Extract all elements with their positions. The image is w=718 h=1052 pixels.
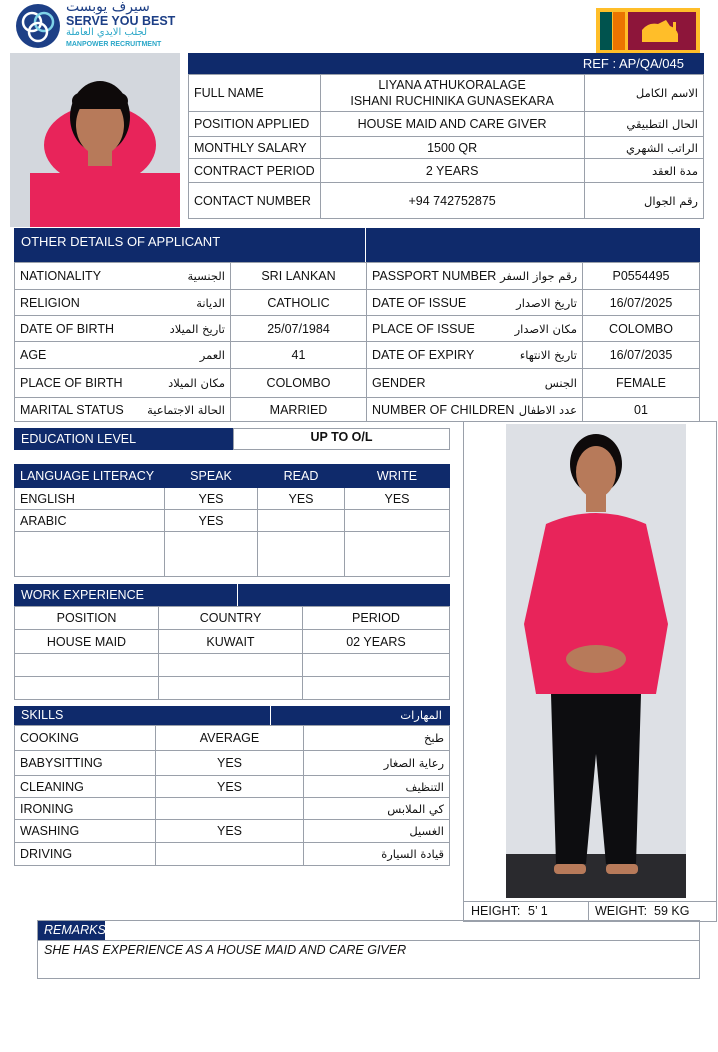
education-value-box — [233, 428, 450, 450]
other-details-title: OTHER DETAILS OF APPLICANT — [21, 234, 221, 249]
company-logo — [14, 2, 194, 52]
place-of-birth-value: COLOMBO — [231, 369, 367, 398]
row-label: AGE — [20, 348, 47, 362]
education-label-text: EDUCATION LEVEL — [21, 432, 137, 446]
table-row — [15, 751, 450, 776]
measurements-divider — [588, 902, 589, 921]
skill-level — [156, 843, 304, 866]
remarks-text: SHE HAS EXPERIENCE AS A HOUSE MAID AND CARE GIVER — [44, 943, 407, 957]
row-label: CONTACT NUMBER — [189, 183, 321, 219]
work-experience-header — [14, 584, 450, 606]
religion-value: CATHOLIC — [231, 290, 367, 316]
full-name-value — [320, 75, 584, 112]
table-row — [15, 630, 450, 654]
table-row — [15, 654, 450, 677]
row-arabic-label: الديانة — [196, 295, 225, 310]
header-cell: COUNTRY — [159, 607, 303, 630]
weight-label: WEIGHT: — [595, 904, 648, 918]
row-arabic-label: الحالة الاجتماعية — [147, 402, 225, 417]
left-label-cell — [15, 398, 231, 422]
applicant-summary-table — [188, 74, 704, 219]
read-value: YES — [258, 488, 345, 510]
write-value: YES — [345, 488, 450, 510]
date-of-expiry-value: 16/07/2035 — [583, 342, 700, 369]
row-label: MONTHLY SALARY — [189, 137, 321, 159]
logo-name: SERVE YOU BEST — [66, 14, 176, 28]
header-cell: SPEAK — [165, 465, 258, 488]
row-label: NATIONALITY — [20, 269, 102, 283]
skill-arabic: التنظيف — [304, 776, 450, 798]
row-arabic-label: الجنس — [544, 376, 577, 390]
empty-cell — [345, 532, 450, 577]
row-label: DATE OF BIRTH — [20, 321, 114, 336]
table-row — [15, 532, 450, 577]
ref-number: REF : AP/QA/045 — [582, 56, 684, 71]
skill-name: DRIVING — [15, 843, 156, 866]
skill-level: YES — [156, 820, 304, 843]
header-cell: WRITE — [345, 465, 450, 488]
left-label-cell — [15, 369, 231, 398]
number-of-children-value: 01 — [583, 398, 700, 422]
skill-arabic: الغسيل — [304, 820, 450, 843]
speak-value: YES — [165, 510, 258, 532]
header-cell: READ — [258, 465, 345, 488]
left-label-cell — [15, 290, 231, 316]
table-row — [15, 316, 700, 342]
table-row — [189, 112, 704, 137]
full-name-line-2: ISHANI RUCHINIKA GUNASEKARA — [350, 94, 554, 108]
monthly-salary-value: 1500 QR — [320, 137, 584, 159]
table-row — [15, 510, 450, 532]
full-body-figure-icon — [506, 424, 686, 898]
speak-value: YES — [165, 488, 258, 510]
empty-cell — [15, 677, 159, 700]
table-row — [15, 263, 700, 290]
logo-arabic: سيرف يوبست — [66, 0, 150, 15]
skill-level: YES — [156, 776, 304, 798]
logo-rings-icon — [14, 2, 62, 50]
table-row — [189, 137, 704, 159]
row-arabic-label: تاريخ الميلاد — [169, 321, 225, 336]
row-label: MARITAL STATUS — [20, 402, 124, 417]
row-label: CONTRACT PERIOD — [189, 159, 321, 183]
age-value: 41 — [231, 342, 367, 369]
table-header-row — [15, 465, 450, 488]
table-row — [15, 290, 700, 316]
header-cell: LANGUAGE LITERACY — [15, 465, 165, 488]
table-row — [15, 369, 700, 398]
ref-bar — [188, 53, 704, 74]
remarks-title-box — [38, 921, 105, 940]
full-body-photo-frame — [463, 421, 717, 902]
skill-arabic: كي الملابس — [304, 798, 450, 820]
place-of-issue-value: COLOMBO — [583, 316, 700, 342]
height-label: HEIGHT: — [471, 904, 521, 918]
table-row — [15, 798, 450, 820]
portrait-figure-icon — [10, 53, 180, 227]
row-arabic-label: الحال التطبيقي — [584, 112, 703, 137]
weight-value: 59 KG — [654, 904, 690, 918]
empty-cell — [159, 677, 303, 700]
work-experience-title: WORK EXPERIENCE — [21, 588, 144, 602]
full-name-line-1: LIYANA ATHUKORALAGE — [378, 78, 526, 92]
skill-name: BABYSITTING — [15, 751, 156, 776]
skill-arabic: رعاية الصغار — [304, 751, 450, 776]
left-label-cell — [15, 263, 231, 290]
table-row — [189, 75, 704, 112]
language-table — [14, 464, 450, 577]
sri-lanka-flag — [596, 8, 700, 54]
table-row — [15, 726, 450, 751]
row-arabic-label: مدة العقد — [584, 159, 703, 183]
nationality-value: SRI LANKAN — [231, 263, 367, 290]
language-name: ARABIC — [15, 510, 165, 532]
right-label-cell — [367, 342, 583, 369]
right-label-cell — [367, 263, 583, 290]
empty-cell — [159, 654, 303, 677]
right-label-cell — [367, 369, 583, 398]
skill-name: CLEANING — [15, 776, 156, 798]
table-row — [15, 342, 700, 369]
skill-level: AVERAGE — [156, 726, 304, 751]
row-arabic-label: الراتب الشهري — [584, 137, 703, 159]
table-row — [15, 488, 450, 510]
skill-name: COOKING — [15, 726, 156, 751]
table-row — [15, 398, 700, 422]
skills-table — [14, 725, 450, 866]
education-value: UP TO O/L — [310, 430, 373, 444]
skill-name: WASHING — [15, 820, 156, 843]
date-of-issue-value: 16/07/2025 — [583, 290, 700, 316]
contract-period-value: 2 YEARS — [320, 159, 584, 183]
contact-number-value: +94 742752875 — [320, 183, 584, 219]
education-label — [14, 428, 233, 450]
position-applied-value: HOUSE MAID AND CARE GIVER — [320, 112, 584, 137]
empty-cell — [15, 532, 165, 577]
skills-title-arabic: المهارات — [400, 708, 442, 722]
applicant-full-body-photo — [506, 424, 686, 898]
row-label: PLACE OF ISSUE — [372, 321, 475, 336]
date-of-birth-value: 25/07/1984 — [231, 316, 367, 342]
row-arabic-label: تاريخ الاصدار — [516, 295, 577, 310]
right-label-cell — [367, 398, 583, 422]
other-details-table — [14, 262, 700, 422]
table-row — [15, 843, 450, 866]
row-arabic-label: العمر — [199, 348, 225, 362]
row-label: NUMBER OF CHILDREN — [372, 402, 515, 417]
other-details-header — [14, 228, 700, 262]
row-arabic-label: تاريخ الانتهاء — [519, 348, 577, 362]
header-cell: POSITION — [15, 607, 159, 630]
empty-cell — [303, 654, 450, 677]
header-divider — [237, 584, 238, 606]
language-name: ENGLISH — [15, 488, 165, 510]
flag-icon — [596, 8, 700, 54]
row-arabic-label: الجنسية — [187, 269, 225, 283]
skill-arabic: طبخ — [304, 726, 450, 751]
measurements-row — [463, 902, 717, 922]
country-value: KUWAIT — [159, 630, 303, 654]
table-header-row — [15, 607, 450, 630]
left-label-cell — [15, 342, 231, 369]
row-arabic-label: رقم جواز السفر — [500, 269, 577, 283]
remarks-box — [37, 920, 700, 979]
empty-cell — [165, 532, 258, 577]
row-label: PASSPORT NUMBER — [372, 269, 497, 283]
skill-level: YES — [156, 751, 304, 776]
table-row — [189, 159, 704, 183]
empty-cell — [15, 654, 159, 677]
applicant-portrait-photo — [10, 53, 180, 227]
row-label: RELIGION — [20, 295, 80, 310]
row-arabic-label: مكان الميلاد — [168, 376, 225, 390]
gender-value: FEMALE — [583, 369, 700, 398]
skill-name: IRONING — [15, 798, 156, 820]
write-value — [345, 510, 450, 532]
remarks-title: REMARKS — [44, 923, 106, 937]
empty-cell — [303, 677, 450, 700]
period-value: 02 YEARS — [303, 630, 450, 654]
skills-title: SKILLS — [21, 708, 64, 722]
table-row — [15, 820, 450, 843]
right-label-cell — [367, 316, 583, 342]
row-arabic-label: الاسم الكامل — [584, 75, 703, 112]
row-label: FULL NAME — [189, 75, 321, 112]
passport-number-value: P0554495 — [583, 263, 700, 290]
work-experience-table — [14, 606, 450, 700]
skill-arabic: قيادة السيارة — [304, 843, 450, 866]
row-label: DATE OF EXPIRY — [372, 348, 475, 362]
read-value — [258, 510, 345, 532]
row-label: DATE OF ISSUE — [372, 295, 467, 310]
skills-header — [14, 706, 450, 725]
row-label: POSITION APPLIED — [189, 112, 321, 137]
header-cell: PERIOD — [303, 607, 450, 630]
header-divider — [270, 706, 271, 725]
row-label: GENDER — [372, 376, 426, 390]
table-row — [189, 183, 704, 219]
right-label-cell — [367, 290, 583, 316]
logo-arabic-sub: لجلب الايدي العاملة — [66, 27, 148, 38]
height-value: 5’ 1 — [528, 904, 548, 918]
row-arabic-label: عدد الاطفال — [518, 402, 577, 417]
marital-status-value: MARRIED — [231, 398, 367, 422]
logo-sub: MANPOWER RECRUITMENT — [66, 41, 162, 48]
empty-cell — [258, 532, 345, 577]
row-label: PLACE OF BIRTH — [20, 376, 123, 390]
position-value: HOUSE MAID — [15, 630, 159, 654]
remarks-divider — [38, 940, 699, 941]
row-arabic-label: رقم الجوال — [584, 183, 703, 219]
table-row — [15, 776, 450, 798]
left-label-cell — [15, 316, 231, 342]
row-arabic-label: مكان الاصدار — [514, 321, 577, 336]
table-row — [15, 677, 450, 700]
header-divider — [365, 228, 366, 262]
skill-level — [156, 798, 304, 820]
